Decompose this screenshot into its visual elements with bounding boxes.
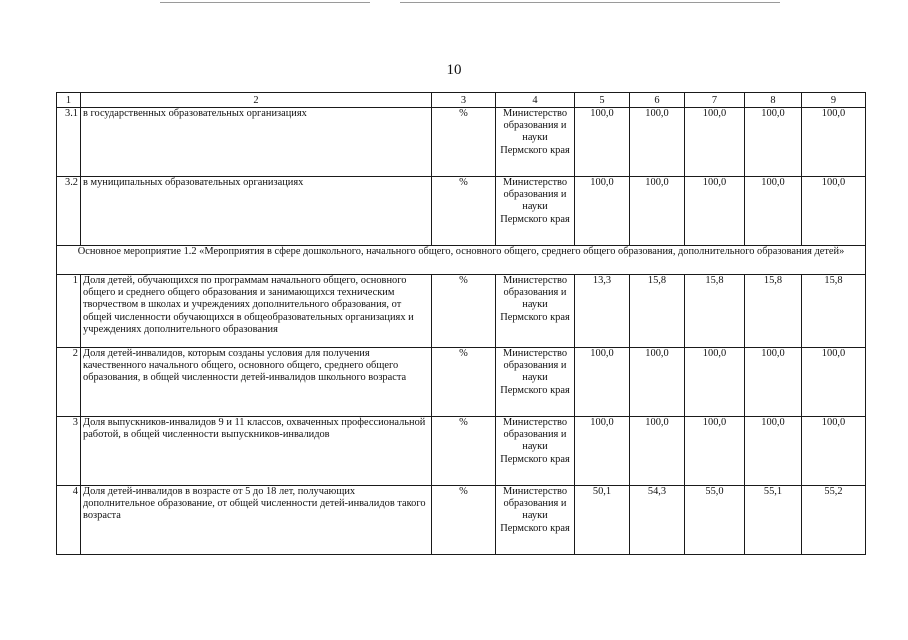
table-row	[57, 177, 866, 246]
indicator-value: 100,0	[745, 177, 802, 246]
section-title: Основное мероприятие 1.2 «Мероприятия в сфере дошкольного, начального общего, основного общего, среднего общего образования, дополнительного образования детей»	[57, 246, 866, 275]
indicator-value: 100,0	[685, 177, 745, 246]
row-number: 4	[57, 486, 81, 555]
column-number-header: 5	[575, 93, 630, 108]
indicator-value: 100,0	[745, 348, 802, 417]
column-number-header: 3	[432, 93, 496, 108]
column-number-header: 2	[81, 93, 432, 108]
indicator-value: 55,0	[685, 486, 745, 555]
indicator-value: 100,0	[575, 108, 630, 177]
indicators-table	[56, 92, 866, 555]
indicator-value: 100,0	[802, 348, 866, 417]
responsible-executor: Министерство образования и науки Пермского края	[496, 486, 575, 555]
indicator-value: 15,8	[745, 275, 802, 348]
table-row	[57, 275, 866, 348]
indicator-value: 100,0	[685, 348, 745, 417]
indicator-name: в муниципальных образовательных организациях	[81, 177, 432, 246]
indicator-name: Доля детей-инвалидов в возрасте от 5 до 18 лет, получающих дополнительное образование, от общей численности детей-инвалидов такого возраста	[81, 486, 432, 555]
indicator-value: 100,0	[630, 177, 685, 246]
indicator-value: 15,8	[630, 275, 685, 348]
responsible-executor: Министерство образования и науки Пермского края	[496, 177, 575, 246]
column-number-header: 1	[57, 93, 81, 108]
indicator-name: Доля детей, обучающихся по программам начального общего, основного общего и среднего общего образования и занимающихся техническим творчеством в школах и учреждениях дополнительного образования, от общей численности обучающихся в общеобразовательных организациях и учреждениях дополнительного образования	[81, 275, 432, 348]
row-number: 1	[57, 275, 81, 348]
column-number-header: 7	[685, 93, 745, 108]
unit-of-measure: %	[432, 177, 496, 246]
indicator-value: 13,3	[575, 275, 630, 348]
indicator-value: 100,0	[630, 348, 685, 417]
column-number-header: 6	[630, 93, 685, 108]
row-number: 3.2	[57, 177, 81, 246]
responsible-executor: Министерство образования и науки Пермского края	[496, 417, 575, 486]
indicator-value: 100,0	[802, 417, 866, 486]
row-number: 3.1	[57, 108, 81, 177]
indicator-value: 100,0	[685, 417, 745, 486]
indicator-value: 100,0	[630, 417, 685, 486]
responsible-executor: Министерство образования и науки Пермского края	[496, 108, 575, 177]
table-row	[57, 417, 866, 486]
row-number: 3	[57, 417, 81, 486]
indicator-value: 100,0	[575, 417, 630, 486]
indicator-value: 50,1	[575, 486, 630, 555]
responsible-executor: Министерство образования и науки Пермского края	[496, 348, 575, 417]
unit-of-measure: %	[432, 348, 496, 417]
indicator-value: 100,0	[575, 177, 630, 246]
scan-edge-line-left	[160, 2, 370, 3]
indicator-value: 100,0	[802, 177, 866, 246]
indicator-value: 54,3	[630, 486, 685, 555]
indicator-name: Доля детей-инвалидов, которым созданы условия для получения качественного начального общего, основного общего, среднего общего образования, в общей численности детей-инвалидов школьного возраста	[81, 348, 432, 417]
column-number-header-row	[57, 93, 866, 108]
indicator-value: 15,8	[802, 275, 866, 348]
unit-of-measure: %	[432, 108, 496, 177]
indicator-value: 100,0	[630, 108, 685, 177]
indicator-value: 100,0	[745, 108, 802, 177]
indicator-name: Доля выпускников-инвалидов 9 и 11 классов, охваченных профессиональной работой, в общей численности выпускников-инвалидов	[81, 417, 432, 486]
row-number: 2	[57, 348, 81, 417]
table-row	[57, 108, 866, 177]
indicator-value: 15,8	[685, 275, 745, 348]
unit-of-measure: %	[432, 417, 496, 486]
indicator-name: в государственных образовательных организациях	[81, 108, 432, 177]
column-number-header: 4	[496, 93, 575, 108]
indicator-value: 100,0	[685, 108, 745, 177]
indicator-value: 100,0	[575, 348, 630, 417]
column-number-header: 8	[745, 93, 802, 108]
column-number-header: 9	[802, 93, 866, 108]
table-row	[57, 348, 866, 417]
table-row	[57, 486, 866, 555]
indicator-value: 100,0	[745, 417, 802, 486]
page-number: 10	[446, 62, 462, 78]
indicator-value: 55,1	[745, 486, 802, 555]
scan-edge-line-right	[400, 2, 780, 3]
indicator-value: 100,0	[802, 108, 866, 177]
section-row	[57, 246, 866, 275]
unit-of-measure: %	[432, 275, 496, 348]
indicator-value: 55,2	[802, 486, 866, 555]
responsible-executor: Министерство образования и науки Пермского края	[496, 275, 575, 348]
unit-of-measure: %	[432, 486, 496, 555]
